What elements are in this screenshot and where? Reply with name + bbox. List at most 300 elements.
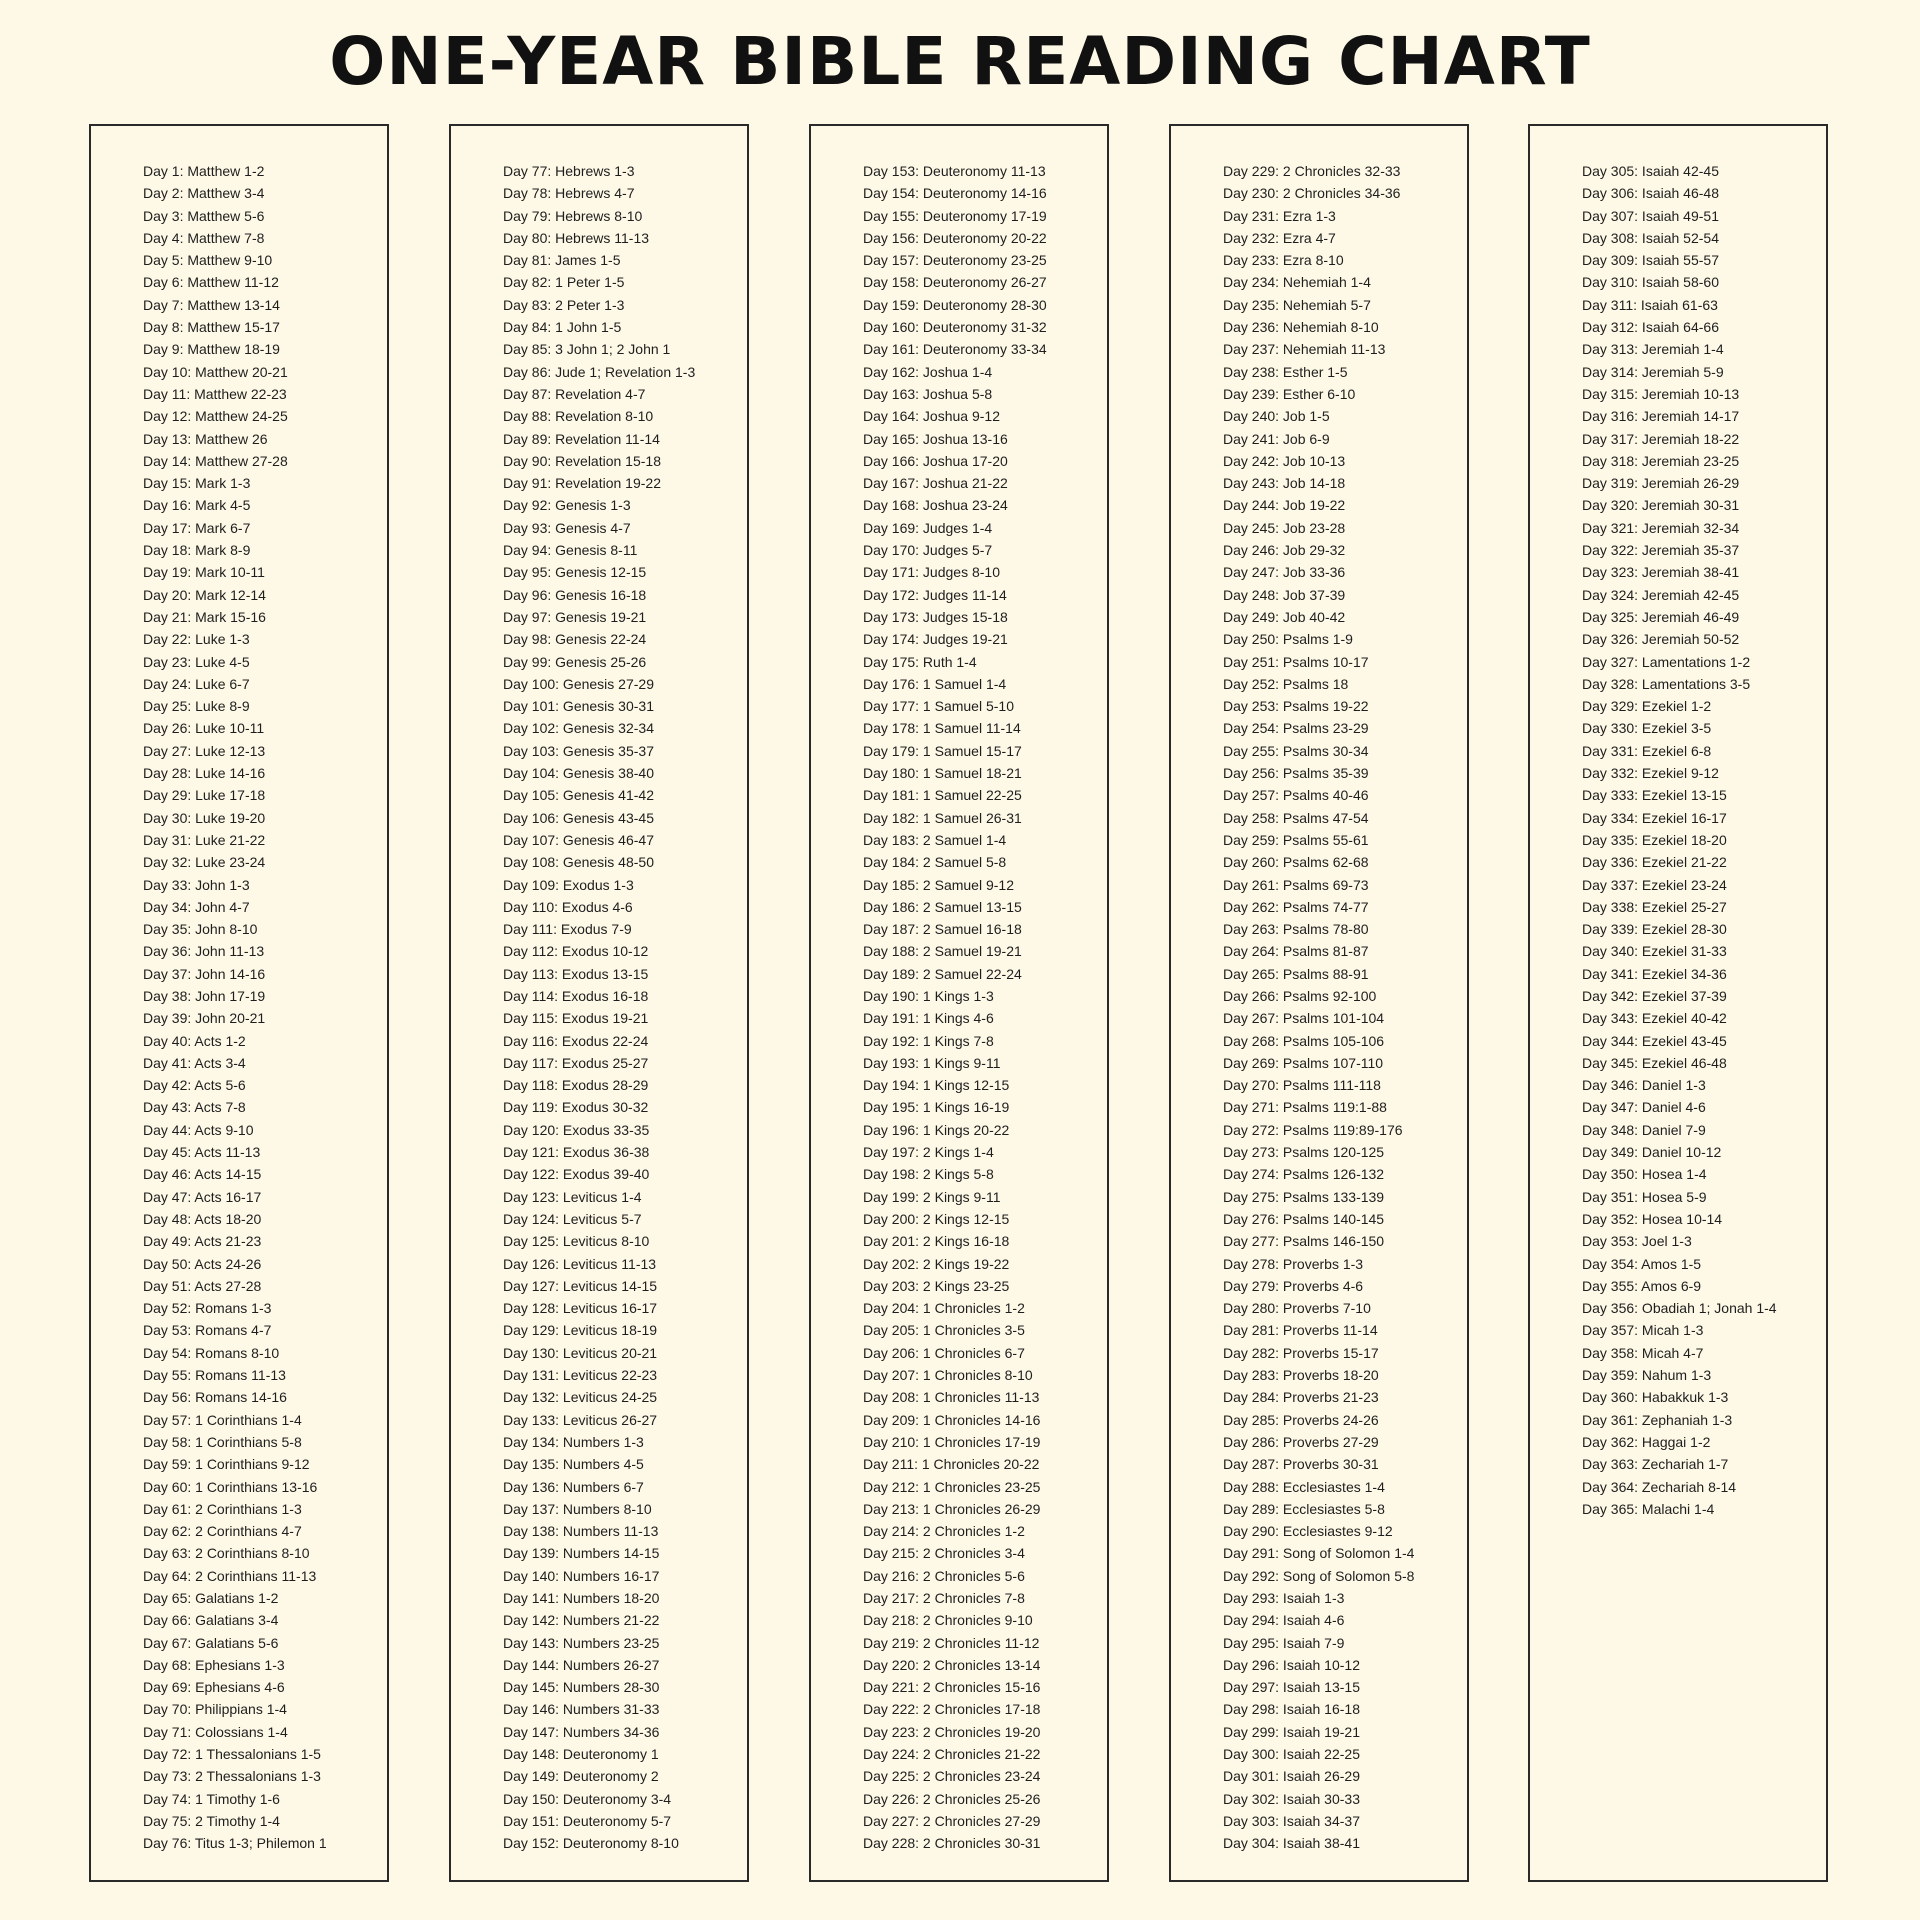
reading-entry: Day 47: Acts 16-17 [143, 1188, 262, 1205]
reading-entry: Day 347: Daniel 4-6 [1582, 1099, 1706, 1116]
reading-entry: Day 335: Ezekiel 18-20 [1582, 831, 1727, 848]
reading-entry: Day 336: Ezekiel 21-22 [1582, 854, 1727, 871]
reading-entry: Day 75: 2 Timothy 1-4 [143, 1812, 280, 1829]
reading-entry: Day 274: Psalms 126-132 [1223, 1166, 1385, 1183]
reading-entry: Day 208: 1 Chronicles 11-13 [863, 1389, 1040, 1406]
reading-entry: Day 269: Psalms 107-110 [1223, 1054, 1384, 1071]
reading-entry: Day 144: Numbers 26-27 [503, 1656, 660, 1673]
reading-entry: Day 259: Psalms 55-61 [1223, 831, 1369, 848]
reading-entry: Day 162: Joshua 1-4 [863, 363, 993, 380]
reading-entry: Day 38: John 17-19 [143, 987, 266, 1004]
reading-entry: Day 328: Lamentations 3-5 [1582, 675, 1751, 692]
reading-entry: Day 272: Psalms 119:89-176 [1223, 1121, 1403, 1138]
reading-entry: Day 226: 2 Chronicles 25-26 [863, 1790, 1041, 1807]
reading-entry: Day 248: Job 37-39 [1223, 586, 1346, 603]
reading-entry: Day 357: Micah 1-3 [1582, 1322, 1704, 1339]
reading-entry: Day 116: Exodus 22-24 [503, 1032, 649, 1049]
reading-entry: Day 27: Luke 12-13 [143, 742, 266, 759]
reading-entry: Day 13: Matthew 26 [143, 430, 268, 447]
reading-entry: Day 145: Numbers 28-30 [503, 1679, 660, 1696]
reading-entry: Day 267: Psalms 101-104 [1223, 1010, 1385, 1027]
reading-entry: Day 237: Nehemiah 11-13 [1223, 341, 1386, 358]
reading-entry: Day 17: Mark 6-7 [143, 519, 251, 536]
reading-entry: Day 63: 2 Corinthians 8-10 [143, 1545, 310, 1562]
reading-entry: Day 41: Acts 3-4 [143, 1054, 246, 1071]
reading-entry: Day 46: Acts 14-15 [143, 1166, 262, 1183]
reading-entry: Day 132: Leviticus 24-25 [503, 1389, 658, 1406]
reading-entry: Day 115: Exodus 19-21 [503, 1010, 649, 1027]
reading-entry: Day 92: Genesis 1-3 [503, 497, 631, 514]
reading-entry: Day 15: Mark 1-3 [143, 475, 251, 492]
reading-entry: Day 153: Deuteronomy 11-13 [863, 163, 1046, 179]
reading-entry: Day 60: 1 Corinthians 13-16 [143, 1478, 318, 1495]
reading-entry: Day 202: 2 Kings 19-22 [863, 1255, 1010, 1272]
reading-entry: Day 216: 2 Chronicles 5-6 [863, 1567, 1025, 1584]
reading-entry: Day 102: Genesis 32-34 [503, 720, 654, 737]
reading-entry: Day 195: 1 Kings 16-19 [863, 1099, 1010, 1116]
reading-entry: Day 40: Acts 1-2 [143, 1032, 246, 1049]
reading-entry: Day 229: 2 Chronicles 32-33 [1223, 163, 1401, 179]
reading-entry: Day 2: Matthew 3-4 [143, 185, 265, 202]
reading-entry: Day 18: Mark 8-9 [143, 542, 251, 559]
reading-entry: Day 196: 1 Kings 20-22 [863, 1121, 1010, 1138]
reading-entry: Day 126: Leviticus 11-13 [503, 1255, 657, 1272]
reading-entry: Day 344: Ezekiel 43-45 [1582, 1032, 1727, 1049]
reading-entry: Day 127: Leviticus 14-15 [503, 1277, 658, 1294]
reading-entry: Day 199: 2 Kings 9-11 [863, 1188, 1001, 1205]
reading-entry: Day 308: Isaiah 52-54 [1582, 229, 1719, 246]
reading-entry: Day 177: 1 Samuel 5-10 [863, 698, 1014, 715]
reading-entry: Day 358: Micah 4-7 [1582, 1344, 1704, 1361]
reading-entry: Day 72: 1 Thessalonians 1-5 [143, 1746, 321, 1763]
reading-entry: Day 160: Deuteronomy 31-32 [863, 319, 1047, 336]
reading-entry: Day 35: John 8-10 [143, 921, 258, 938]
reading-entry: Day 332: Ezekiel 9-12 [1582, 765, 1719, 782]
reading-entry: Day 100: Genesis 27-29 [503, 675, 654, 692]
reading-entry: Day 53: Romans 4-7 [143, 1322, 272, 1339]
reading-entry: Day 161: Deuteronomy 33-34 [863, 341, 1047, 358]
reading-entry: Day 204: 1 Chronicles 1-2 [863, 1300, 1025, 1317]
reading-entry: Day 76: Titus 1-3; Philemon 1 [143, 1835, 327, 1852]
reading-entry: Day 215: 2 Chronicles 3-4 [863, 1545, 1025, 1562]
reading-entry: Day 217: 2 Chronicles 7-8 [863, 1590, 1025, 1606]
reading-entry: Day 346: Daniel 1-3 [1582, 1077, 1706, 1094]
reading-entry: Day 79: Hebrews 8-10 [503, 207, 643, 224]
reading-entry: Day 321: Jeremiah 32-34 [1582, 519, 1740, 536]
reading-entry: Day 170: Judges 5-7 [863, 542, 993, 559]
reading-entry: Day 175: Ruth 1-4 [863, 653, 977, 670]
reading-entry: Day 163: Joshua 5-8 [863, 385, 993, 402]
reading-entry: Day 317: Jeremiah 18-22 [1582, 430, 1740, 447]
reading-entry: Day 151: Deuteronomy 5-7 [503, 1812, 672, 1829]
reading-entry: Day 106: Genesis 43-45 [503, 809, 654, 826]
reading-entry: Day 181: 1 Samuel 22-25 [863, 787, 1022, 804]
reading-entry: Day 365: Malachi 1-4 [1582, 1500, 1715, 1517]
reading-entry: Day 241: Job 6-9 [1223, 430, 1330, 447]
reading-entry: Day 31: Luke 21-22 [143, 831, 266, 848]
reading-entry: Day 78: Hebrews 4-7 [503, 185, 635, 202]
reading-entry: Day 183: 2 Samuel 1-4 [863, 831, 1007, 848]
reading-entry: Day 339: Ezekiel 28-30 [1582, 921, 1727, 938]
reading-list-3 [863, 160, 1103, 1855]
reading-entry: Day 282: Proverbs 15-17 [1223, 1344, 1379, 1361]
reading-entry: Day 9: Matthew 18-19 [143, 341, 280, 358]
reading-entry: Day 23: Luke 4-5 [143, 653, 250, 670]
reading-entry: Day 292: Song of Solomon 5-8 [1223, 1567, 1415, 1584]
reading-entry: Day 101: Genesis 30-31 [503, 698, 654, 715]
reading-entry: Day 74: 1 Timothy 1-6 [143, 1790, 280, 1807]
reading-entry: Day 171: Judges 8-10 [863, 564, 1000, 581]
reading-entry: Day 113: Exodus 13-15 [503, 965, 649, 982]
reading-entry: Day 361: Zephaniah 1-3 [1582, 1411, 1733, 1428]
reading-entry: Day 234: Nehemiah 1-4 [1223, 274, 1371, 291]
reading-entry: Day 141: Numbers 18-20 [503, 1590, 660, 1606]
reading-entry: Day 157: Deuteronomy 23-25 [863, 252, 1047, 269]
reading-entry: Day 325: Jeremiah 46-49 [1582, 608, 1740, 625]
reading-entry: Day 114: Exodus 16-18 [503, 987, 649, 1004]
reading-entry: Day 238: Esther 1-5 [1223, 363, 1348, 380]
reading-entry: Day 343: Ezekiel 40-42 [1582, 1010, 1727, 1027]
reading-entry: Day 89: Revelation 11-14 [503, 430, 660, 447]
reading-entry: Day 355: Amos 6-9 [1582, 1277, 1702, 1294]
reading-entry: Day 268: Psalms 105-106 [1223, 1032, 1385, 1049]
reading-entry: Day 24: Luke 6-7 [143, 675, 250, 692]
reading-entry: Day 159: Deuteronomy 28-30 [863, 296, 1047, 313]
reading-entry: Day 22: Luke 1-3 [143, 631, 250, 648]
reading-entry: Day 176: 1 Samuel 1-4 [863, 675, 1007, 692]
reading-entry: Day 133: Leviticus 26-27 [503, 1411, 658, 1428]
reading-entry: Day 169: Judges 1-4 [863, 519, 993, 536]
reading-entry: Day 300: Isaiah 22-25 [1223, 1746, 1360, 1763]
reading-entry: Day 136: Numbers 6-7 [503, 1478, 644, 1495]
reading-entry: Day 222: 2 Chronicles 17-18 [863, 1701, 1041, 1718]
reading-entry: Day 293: Isaiah 1-3 [1223, 1590, 1345, 1606]
reading-entry: Day 266: Psalms 92-100 [1223, 987, 1377, 1004]
reading-entry: Day 146: Numbers 31-33 [503, 1701, 660, 1718]
reading-entry: Day 298: Isaiah 16-18 [1223, 1701, 1360, 1718]
reading-entry: Day 62: 2 Corinthians 4-7 [143, 1523, 302, 1540]
reading-entry: Day 353: Joel 1-3 [1582, 1233, 1692, 1250]
reading-entry: Day 120: Exodus 33-35 [503, 1121, 650, 1138]
reading-entry: Day 255: Psalms 30-34 [1223, 742, 1369, 759]
reading-entry: Day 242: Job 10-13 [1223, 452, 1346, 469]
reading-entry: Day 166: Joshua 17-20 [863, 452, 1008, 469]
reading-entry: Day 310: Isaiah 58-60 [1582, 274, 1719, 291]
reading-entry: Day 77: Hebrews 1-3 [503, 163, 635, 179]
reading-entry: Day 235: Nehemiah 5-7 [1223, 296, 1371, 313]
reading-entry: Day 314: Jeremiah 5-9 [1582, 363, 1724, 380]
reading-entry: Day 273: Psalms 120-125 [1223, 1144, 1385, 1161]
reading-entry: Day 43: Acts 7-8 [143, 1099, 246, 1116]
reading-entry: Day 302: Isaiah 30-33 [1223, 1790, 1360, 1807]
reading-entry: Day 211: 1 Chronicles 20-22 [863, 1456, 1040, 1473]
reading-entry: Day 322: Jeremiah 35-37 [1582, 542, 1740, 559]
reading-entry: Day 178: 1 Samuel 11-14 [863, 720, 1021, 737]
reading-entry: Day 213: 1 Chronicles 26-29 [863, 1500, 1041, 1517]
reading-column-1 [89, 124, 389, 1882]
reading-entry: Day 108: Genesis 48-50 [503, 854, 654, 871]
reading-entry: Day 165: Joshua 13-16 [863, 430, 1008, 447]
reading-entry: Day 289: Ecclesiastes 5-8 [1223, 1500, 1385, 1517]
reading-entry: Day 197: 2 Kings 1-4 [863, 1144, 994, 1161]
reading-entry: Day 299: Isaiah 19-21 [1223, 1723, 1360, 1740]
reading-entry: Day 327: Lamentations 1-2 [1582, 653, 1751, 670]
reading-entry: Day 333: Ezekiel 13-15 [1582, 787, 1727, 804]
reading-entry: Day 11: Matthew 22-23 [143, 385, 287, 402]
reading-entry: Day 33: John 1-3 [143, 876, 250, 893]
reading-entry: Day 228: 2 Chronicles 30-31 [863, 1835, 1041, 1852]
reading-entry: Day 68: Ephesians 1-3 [143, 1656, 285, 1673]
reading-entry: Day 25: Luke 8-9 [143, 698, 250, 715]
reading-entry: Day 182: 1 Samuel 26-31 [863, 809, 1022, 826]
reading-entry: Day 164: Joshua 9-12 [863, 408, 1000, 425]
reading-entry: Day 303: Isaiah 34-37 [1223, 1812, 1360, 1829]
reading-entry: Day 271: Psalms 119:1-88 [1223, 1099, 1387, 1116]
reading-entry: Day 80: Hebrews 11-13 [503, 229, 650, 246]
reading-entry: Day 45: Acts 11-13 [143, 1144, 261, 1161]
reading-entry: Day 49: Acts 21-23 [143, 1233, 262, 1250]
reading-entry: Day 109: Exodus 1-3 [503, 876, 634, 893]
reading-entry: Day 50: Acts 24-26 [143, 1255, 262, 1272]
reading-entry: Day 156: Deuteronomy 20-22 [863, 229, 1047, 246]
reading-entry: Day 323: Jeremiah 38-41 [1582, 564, 1740, 581]
reading-entry: Day 56: Romans 14-16 [143, 1389, 287, 1406]
reading-entry: Day 342: Ezekiel 37-39 [1582, 987, 1727, 1004]
reading-entry: Day 279: Proverbs 4-6 [1223, 1277, 1364, 1294]
reading-entry: Day 227: 2 Chronicles 27-29 [863, 1812, 1041, 1829]
reading-entry: Day 90: Revelation 15-18 [503, 452, 661, 469]
reading-entry: Day 130: Leviticus 20-21 [503, 1344, 658, 1361]
reading-entry: Day 334: Ezekiel 16-17 [1582, 809, 1727, 826]
reading-entry: Day 143: Numbers 23-25 [503, 1634, 660, 1651]
reading-entry: Day 363: Zechariah 1-7 [1582, 1456, 1729, 1473]
reading-entry: Day 247: Job 33-36 [1223, 564, 1346, 581]
reading-entry: Day 239: Esther 6-10 [1223, 385, 1356, 402]
reading-entry: Day 231: Ezra 1-3 [1223, 207, 1336, 224]
reading-entry: Day 51: Acts 27-28 [143, 1277, 262, 1294]
reading-list-2 [503, 160, 743, 1855]
reading-entry: Day 28: Luke 14-16 [143, 765, 266, 782]
reading-entry: Day 356: Obadiah 1; Jonah 1-4 [1582, 1300, 1777, 1317]
reading-entry: Day 37: John 14-16 [143, 965, 266, 982]
reading-entry: Day 111: Exodus 7-9 [503, 921, 632, 938]
reading-entry: Day 256: Psalms 35-39 [1223, 765, 1369, 782]
reading-entry: Day 5: Matthew 9-10 [143, 252, 273, 269]
reading-entry: Day 320: Jeremiah 30-31 [1582, 497, 1740, 514]
reading-entry: Day 324: Jeremiah 42-45 [1582, 586, 1740, 603]
reading-entry: Day 240: Job 1-5 [1223, 408, 1330, 425]
reading-entry: Day 278: Proverbs 1-3 [1223, 1255, 1364, 1272]
reading-entry: Day 131: Leviticus 22-23 [503, 1367, 658, 1384]
reading-entry: Day 352: Hosea 10-14 [1582, 1210, 1723, 1227]
reading-entry: Day 348: Daniel 7-9 [1582, 1121, 1706, 1138]
reading-entry: Day 359: Nahum 1-3 [1582, 1367, 1712, 1384]
reading-entry: Day 194: 1 Kings 12-15 [863, 1077, 1010, 1094]
reading-entry: Day 198: 2 Kings 5-8 [863, 1166, 994, 1183]
reading-entry: Day 286: Proverbs 27-29 [1223, 1433, 1379, 1450]
reading-entry: Day 30: Luke 19-20 [143, 809, 266, 826]
reading-entry: Day 149: Deuteronomy 2 [503, 1768, 659, 1785]
reading-column-4 [1169, 124, 1469, 1882]
reading-entry: Day 110: Exodus 4-6 [503, 898, 633, 915]
reading-entry: Day 311: Isaiah 61-63 [1582, 296, 1718, 313]
reading-entry: Day 283: Proverbs 18-20 [1223, 1367, 1379, 1384]
reading-entry: Day 364: Zechariah 8-14 [1582, 1478, 1737, 1495]
reading-entry: Day 179: 1 Samuel 15-17 [863, 742, 1022, 759]
reading-entry: Day 122: Exodus 39-40 [503, 1166, 650, 1183]
reading-entry: Day 3: Matthew 5-6 [143, 207, 265, 224]
reading-entry: Day 349: Daniel 10-12 [1582, 1144, 1722, 1161]
reading-entry: Day 264: Psalms 81-87 [1223, 943, 1369, 960]
reading-entry: Day 93: Genesis 4-7 [503, 519, 631, 536]
reading-entry: Day 262: Psalms 74-77 [1223, 898, 1369, 915]
reading-entry: Day 243: Job 14-18 [1223, 475, 1346, 492]
reading-entry: Day 362: Haggai 1-2 [1582, 1433, 1711, 1450]
reading-entry: Day 34: John 4-7 [143, 898, 250, 915]
reading-entry: Day 148: Deuteronomy 1 [503, 1746, 659, 1763]
reading-entry: Day 205: 1 Chronicles 3-5 [863, 1322, 1025, 1339]
reading-entry: Day 94: Genesis 8-11 [503, 542, 638, 559]
reading-entry: Day 139: Numbers 14-15 [503, 1545, 660, 1562]
reading-entry: Day 172: Judges 11-14 [863, 586, 1007, 603]
reading-entry: Day 168: Joshua 23-24 [863, 497, 1008, 514]
reading-entry: Day 220: 2 Chronicles 13-14 [863, 1656, 1041, 1673]
reading-entry: Day 6: Matthew 11-12 [143, 274, 279, 291]
reading-entry: Day 261: Psalms 69-73 [1223, 876, 1369, 893]
reading-entry: Day 201: 2 Kings 16-18 [863, 1233, 1010, 1250]
reading-entry: Day 276: Psalms 140-145 [1223, 1210, 1385, 1227]
reading-entry: Day 99: Genesis 25-26 [503, 653, 647, 670]
reading-column-2 [449, 124, 749, 1882]
reading-entry: Day 96: Genesis 16-18 [503, 586, 647, 603]
reading-entry: Day 304: Isaiah 38-41 [1223, 1835, 1360, 1852]
reading-entry: Day 246: Job 29-32 [1223, 542, 1346, 559]
reading-entry: Day 245: Job 23-28 [1223, 519, 1346, 536]
reading-entry: Day 150: Deuteronomy 3-4 [503, 1790, 672, 1807]
reading-list-4 [1223, 160, 1463, 1855]
reading-entry: Day 155: Deuteronomy 17-19 [863, 207, 1047, 224]
reading-entry: Day 219: 2 Chronicles 11-12 [863, 1634, 1040, 1651]
reading-entry: Day 118: Exodus 28-29 [503, 1077, 649, 1094]
reading-entry: Day 180: 1 Samuel 18-21 [863, 765, 1022, 782]
reading-entry: Day 258: Psalms 47-54 [1223, 809, 1369, 826]
reading-entry: Day 26: Luke 10-11 [143, 720, 265, 737]
reading-entry: Day 277: Psalms 146-150 [1223, 1233, 1385, 1250]
reading-entry: Day 14: Matthew 27-28 [143, 452, 288, 469]
reading-entry: Day 253: Psalms 19-22 [1223, 698, 1369, 715]
reading-entry: Day 309: Isaiah 55-57 [1582, 252, 1719, 269]
reading-entry: Day 42: Acts 5-6 [143, 1077, 246, 1094]
reading-entry: Day 129: Leviticus 18-19 [503, 1322, 658, 1339]
reading-entry: Day 107: Genesis 46-47 [503, 831, 654, 848]
reading-entry: Day 125: Leviticus 8-10 [503, 1233, 650, 1250]
reading-entry: Day 188: 2 Samuel 19-21 [863, 943, 1022, 960]
reading-entry: Day 184: 2 Samuel 5-8 [863, 854, 1007, 871]
reading-entry: Day 360: Habakkuk 1-3 [1582, 1389, 1729, 1406]
reading-entry: Day 105: Genesis 41-42 [503, 787, 654, 804]
reading-entry: Day 254: Psalms 23-29 [1223, 720, 1369, 737]
reading-entry: Day 212: 1 Chronicles 23-25 [863, 1478, 1041, 1495]
reading-entry: Day 296: Isaiah 10-12 [1223, 1656, 1360, 1673]
reading-entry: Day 167: Joshua 21-22 [863, 475, 1008, 492]
reading-entry: Day 66: Galatians 3-4 [143, 1612, 279, 1629]
reading-entry: Day 52: Romans 1-3 [143, 1300, 272, 1317]
reading-entry: Day 191: 1 Kings 4-6 [863, 1010, 994, 1027]
reading-entry: Day 173: Judges 15-18 [863, 608, 1008, 625]
reading-entry: Day 290: Ecclesiastes 9-12 [1223, 1523, 1393, 1540]
reading-entry: Day 233: Ezra 8-10 [1223, 252, 1344, 269]
reading-entry: Day 193: 1 Kings 9-11 [863, 1054, 1001, 1071]
reading-list-5 [1582, 160, 1822, 1520]
reading-entry: Day 19: Mark 10-11 [143, 564, 265, 581]
reading-entry: Day 306: Isaiah 46-48 [1582, 185, 1719, 202]
reading-entry: Day 134: Numbers 1-3 [503, 1433, 644, 1450]
reading-entry: Day 147: Numbers 34-36 [503, 1723, 660, 1740]
reading-entry: Day 69: Ephesians 4-6 [143, 1679, 285, 1696]
reading-entry: Day 158: Deuteronomy 26-27 [863, 274, 1047, 291]
reading-entry: Day 8: Matthew 15-17 [143, 319, 280, 336]
reading-entry: Day 4: Matthew 7-8 [143, 229, 265, 246]
reading-entry: Day 154: Deuteronomy 14-16 [863, 185, 1047, 202]
reading-entry: Day 186: 2 Samuel 13-15 [863, 898, 1022, 915]
reading-entry: Day 206: 1 Chronicles 6-7 [863, 1344, 1025, 1361]
reading-entry: Day 16: Mark 4-5 [143, 497, 251, 514]
reading-entry: Day 305: Isaiah 42-45 [1582, 163, 1719, 179]
reading-entry: Day 58: 1 Corinthians 5-8 [143, 1433, 302, 1450]
reading-entry: Day 287: Proverbs 30-31 [1223, 1456, 1379, 1473]
reading-entry: Day 207: 1 Chronicles 8-10 [863, 1367, 1033, 1384]
reading-entry: Day 307: Isaiah 49-51 [1582, 207, 1719, 224]
reading-column-3 [809, 124, 1109, 1882]
reading-entry: Day 124: Leviticus 5-7 [503, 1210, 642, 1227]
reading-entry: Day 65: Galatians 1-2 [143, 1590, 279, 1606]
reading-column-5 [1528, 124, 1828, 1882]
reading-entry: Day 329: Ezekiel 1-2 [1582, 698, 1712, 715]
reading-entry: Day 128: Leviticus 16-17 [503, 1300, 658, 1317]
reading-entry: Day 337: Ezekiel 23-24 [1582, 876, 1727, 893]
reading-entry: Day 152: Deuteronomy 8-10 [503, 1835, 679, 1852]
reading-entry: Day 10: Matthew 20-21 [143, 363, 288, 380]
reading-entry: Day 12: Matthew 24-25 [143, 408, 288, 425]
reading-entry: Day 121: Exodus 36-38 [503, 1144, 650, 1161]
reading-entry: Day 32: Luke 23-24 [143, 854, 266, 871]
reading-entry: Day 20: Mark 12-14 [143, 586, 266, 603]
reading-entry: Day 291: Song of Solomon 1-4 [1223, 1545, 1415, 1562]
reading-entry: Day 315: Jeremiah 10-13 [1582, 385, 1740, 402]
reading-entry: Day 87: Revelation 4-7 [503, 385, 646, 402]
reading-entry: Day 117: Exodus 25-27 [503, 1054, 649, 1071]
reading-entry: Day 97: Genesis 19-21 [503, 608, 647, 625]
reading-entry: Day 57: 1 Corinthians 1-4 [143, 1411, 302, 1428]
reading-entry: Day 187: 2 Samuel 16-18 [863, 921, 1022, 938]
reading-entry: Day 250: Psalms 1-9 [1223, 631, 1353, 648]
reading-entry: Day 263: Psalms 78-80 [1223, 921, 1369, 938]
reading-entry: Day 112: Exodus 10-12 [503, 943, 649, 960]
reading-entry: Day 341: Ezekiel 34-36 [1582, 965, 1727, 982]
reading-entry: Day 1: Matthew 1-2 [143, 163, 265, 179]
reading-entry: Day 189: 2 Samuel 22-24 [863, 965, 1022, 982]
reading-entry: Day 331: Ezekiel 6-8 [1582, 742, 1712, 759]
reading-entry: Day 29: Luke 17-18 [143, 787, 266, 804]
reading-entry: Day 137: Numbers 8-10 [503, 1500, 652, 1517]
reading-entry: Day 249: Job 40-42 [1223, 608, 1346, 625]
reading-entry: Day 319: Jeremiah 26-29 [1582, 475, 1740, 492]
reading-entry: Day 86: Jude 1; Revelation 1-3 [503, 363, 696, 380]
reading-entry: Day 140: Numbers 16-17 [503, 1567, 660, 1584]
reading-entry: Day 21: Mark 15-16 [143, 608, 266, 625]
reading-entry: Day 142: Numbers 21-22 [503, 1612, 660, 1629]
reading-entry: Day 190: 1 Kings 1-3 [863, 987, 994, 1004]
